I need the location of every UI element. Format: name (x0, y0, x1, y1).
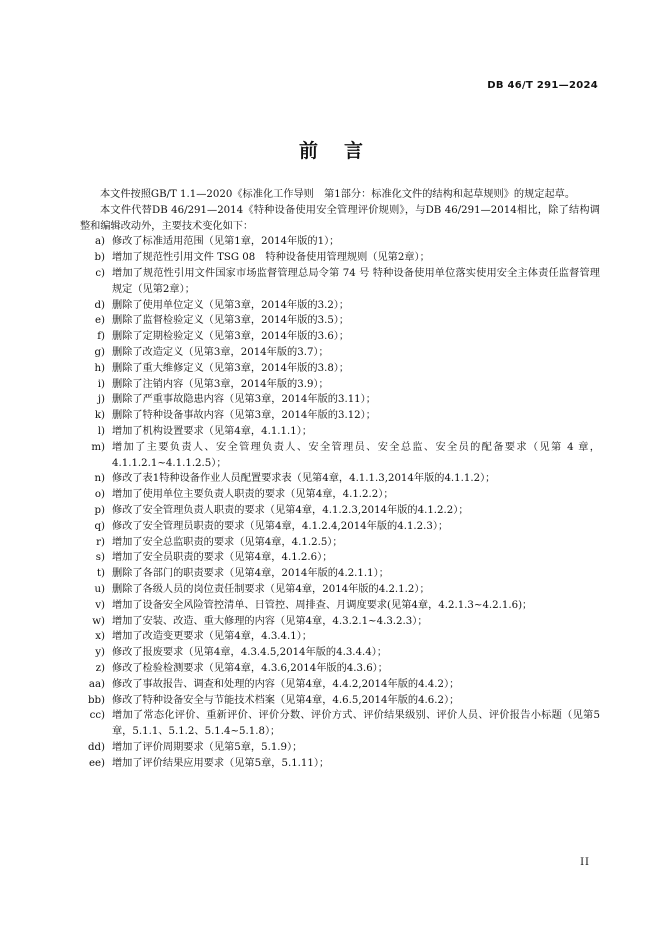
list-item (80, 677, 600, 693)
list-item (80, 329, 600, 345)
list-marker: x) (95, 631, 105, 643)
list-marker: u) (94, 583, 105, 595)
list-item (80, 408, 600, 424)
replacement-paragraph: 本文件代替DB 46/291—2014《特种设备使用安全管理评价规则》，与DB 46/291—2014相比，除了结构调整和编辑改动外，主要技术变化如下： (80, 204, 600, 232)
list-marker: t) (96, 568, 105, 580)
list-item (80, 313, 600, 329)
list-item (80, 566, 600, 582)
list-marker: f) (97, 331, 105, 343)
list-item-text: 删除了特种设备事故内容（见第3章，2014年版的3.12）； (112, 410, 376, 422)
list-item (80, 361, 600, 377)
list-item (80, 661, 600, 677)
list-marker: r) (96, 536, 105, 548)
list-marker: z) (95, 662, 105, 674)
list-item (80, 424, 600, 440)
list-item (80, 519, 600, 535)
list-item-text: 修改了事故报告、调查和处理的内容（见第4章，4.4.2,2014年版的4.4.2）； (112, 678, 460, 690)
list-item-text: 增加了评价周期要求（见第5章，5.1.9）； (112, 741, 303, 753)
list-item (80, 550, 600, 566)
document-body (80, 187, 600, 771)
list-item-text: 删除了重大维修定义（见第3章，2014年版的3.8）； (112, 362, 350, 374)
list-item-text: 增加了改造变更要求（见第4章，4.3.4.1）； (112, 631, 313, 643)
list-item (80, 629, 600, 645)
list-item (80, 582, 600, 598)
list-item (80, 535, 600, 551)
list-item-text: 删除了严重事故隐患内容（见第3章，2014年版的3.11）； (112, 394, 376, 406)
list-item-text: 增加了主要负责人、安全管理负责人、安全管理员、安全总监、安全员的配备要求（见第 4 章，4.1.1.2.1~4.1.1.2.5）； (112, 441, 600, 469)
list-item (80, 471, 600, 487)
list-marker: v) (95, 599, 105, 611)
list-marker: y) (95, 647, 105, 659)
list-marker: d) (94, 299, 105, 311)
list-marker: p) (94, 504, 105, 516)
list-item (80, 756, 600, 772)
list-item (80, 250, 600, 266)
list-item (80, 392, 600, 408)
list-marker: h) (94, 362, 105, 374)
list-item-text: 删除了监督检验定义（见第3章，2014年版的3.5）； (112, 315, 350, 327)
list-marker: l) (97, 425, 105, 437)
list-item-text: 增加了安全员职责的要求（见第4章，4.1.2.6）； (112, 552, 333, 564)
list-item-text: 增加了评价结果应用要求（见第5章，5.1.11）； (112, 757, 330, 769)
list-item-text: 增加了使用单位主要负责人职责的要求（见第4章，4.1.2.2）； (112, 489, 394, 501)
list-item (80, 345, 600, 361)
list-marker: n) (94, 473, 105, 485)
list-marker: m) (91, 441, 105, 453)
list-item-text: 删除了各级人员的岗位责任制要求（见第4章，2014年版的4.2.1.2）； (112, 583, 430, 595)
list-marker: e) (94, 315, 105, 327)
list-item (80, 598, 600, 614)
list-item (80, 234, 600, 250)
list-marker: c) (95, 267, 105, 279)
list-item-text: 增加了规范性引用文件国家市场监督管理总局令第 74 号 特种设备使用单位落实使用安全主体责任监督管理规定（见第2章）； (112, 267, 600, 295)
list-item-text: 删除了改造定义（见第3章，2014年版的3.7）； (112, 346, 329, 358)
list-item-text: 修改了表1特种设备作业人员配置要求表（见第4章，4.1.1.3,2014年版的4.1.1.2）； (112, 473, 496, 485)
list-marker: s) (95, 552, 105, 564)
list-marker: aa) (88, 678, 105, 690)
list-item-text: 修改了标准适用范围（见第1章，2014年版的1）； (112, 236, 340, 248)
list-marker: j) (97, 394, 105, 406)
list-item (80, 377, 600, 393)
list-marker: w) (92, 615, 105, 627)
intro-paragraph: 本文件按照GB/T 1.1—2020《标准化工作导则 第1部分：标准化文件的结构和起草规则》的规定起草。 (100, 189, 576, 200)
list-marker: dd) (87, 741, 105, 753)
list-item-text: 增加了常态化评价、重新评价、评价分数、评价方式、评价结果级别、评价人员、评价报告小标题（见第5章，5.1.1、5.1.2、5.1.4~5.1.8）； (112, 710, 600, 738)
list-item-text: 增加了设备安全风险管控清单、日管控、周排查、月调度要求(见第4章，4.2.1.3~4.2.1.6)； (112, 599, 533, 611)
page-number: II (580, 857, 590, 868)
list-marker: bb) (87, 694, 105, 706)
list-item-text: 修改了报废要求（见第4章，4.3.4.5,2014年版的4.3.4.4）； (112, 647, 388, 659)
list-item-text: 删除了注销内容（见第3章，2014年版的3.9）； (112, 378, 329, 390)
list-item-text: 增加了机构设置要求（见第4章，4.1.1.1）； (112, 425, 313, 437)
list-item (80, 503, 600, 519)
list-marker: q) (94, 520, 105, 532)
list-item-text: 删除了各部门的职责要求（见第4章，2014年版的4.2.1.1）； (112, 568, 389, 580)
list-item (80, 693, 600, 709)
list-item-text: 修改了特种设备安全与节能技术档案（见第4章，4.6.5,2014年版的4.6.2）； (112, 694, 460, 706)
list-item-text: 修改了检验检测要求（见第4章，4.3.6,2014年版的4.3.6）； (112, 662, 388, 674)
list-marker: b) (94, 252, 105, 264)
list-marker: o) (94, 489, 105, 501)
list-item (80, 487, 600, 503)
list-item-text: 增加了安全总监职责的要求（见第4章，4.1.2.5）； (112, 536, 343, 548)
list-marker: ee) (88, 757, 105, 769)
page-title: 前言 (298, 140, 389, 162)
list-item-text: 增加了安装、改造、重大修理的内容（见第4章，4.3.2.1~4.3.2.3）； (112, 615, 428, 627)
list-marker: a) (94, 236, 105, 248)
list-item-text: 修改了安全管理负责人职责的要求（见第4章，4.1.2.3,2014年版的4.1.2.2）； (112, 504, 469, 516)
list-item (80, 298, 600, 314)
list-item-text: 删除了定期检验定义（见第3章，2014年版的3.6）； (112, 331, 350, 343)
list-item (80, 440, 600, 472)
list-item-text: 修改了安全管理员职责的要求（见第4章，4.1.2.4,2014年版的4.1.2.3）； (112, 520, 449, 532)
list-item-text: 增加了规范性引用文件 TSG 08 特种设备使用管理规则（见第2章）； (112, 252, 430, 264)
document-code: DB 46/T 291—2024 (487, 80, 598, 91)
list-item (80, 614, 600, 630)
list-item (80, 266, 600, 298)
list-marker: g) (94, 346, 105, 358)
list-item (80, 708, 600, 740)
list-item (80, 645, 600, 661)
list-item-text: 删除了使用单位定义（见第3章，2014年版的3.2）； (112, 299, 350, 311)
list-marker: k) (94, 410, 105, 422)
list-marker: i) (97, 378, 105, 390)
list-marker: cc) (89, 710, 105, 722)
change-list (80, 234, 600, 771)
list-item (80, 740, 600, 756)
